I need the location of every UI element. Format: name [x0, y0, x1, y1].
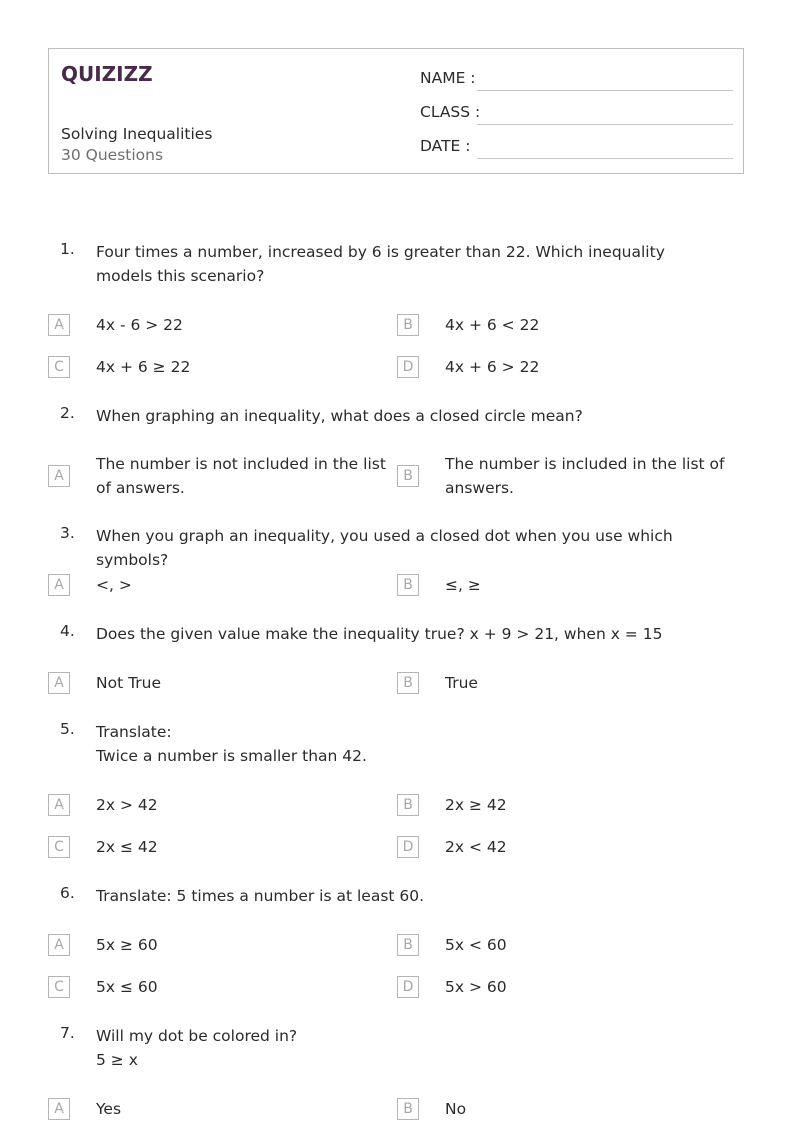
- option-a-text: 5x ≥ 60: [96, 936, 158, 954]
- option-d-box[interactable]: D: [397, 356, 419, 378]
- question-text-line-1: Will my dot be colored in?: [96, 1027, 298, 1045]
- option-c-text: 5x ≤ 60: [96, 978, 158, 996]
- question-text-line-1: Translate:: [96, 723, 172, 741]
- option-a-box[interactable]: A: [48, 1098, 70, 1120]
- question-text: Translate: 5 times a number is at least 60.: [96, 887, 425, 905]
- question-number: 6.: [60, 884, 75, 902]
- option-a-box[interactable]: A: [48, 465, 70, 487]
- question-number: 5.: [60, 720, 75, 738]
- option-c-text: 4x + 6 ≥ 22: [96, 358, 191, 376]
- option-a-box[interactable]: A: [48, 574, 70, 596]
- worksheet-title: Solving Inequalities: [61, 125, 213, 143]
- option-c-text: 2x ≤ 42: [96, 838, 158, 856]
- question-number: 3.: [60, 524, 75, 542]
- question-number: 2.: [60, 404, 75, 422]
- svg-text:QUIZIZZ: QUIZIZZ: [61, 62, 153, 86]
- option-a-text: Not True: [96, 674, 162, 692]
- option-c-box[interactable]: C: [48, 356, 70, 378]
- option-d-box[interactable]: D: [397, 836, 419, 858]
- option-a-text: <, >: [96, 576, 132, 594]
- option-d-text: 4x + 6 > 22: [445, 358, 540, 376]
- question-number: 4.: [60, 622, 75, 640]
- option-b-box[interactable]: B: [397, 672, 419, 694]
- option-a-text: 4x - 6 > 22: [96, 316, 183, 334]
- option-a-text: The number is not included in the list of answers.: [96, 455, 386, 497]
- question-text-line-2: 5 ≥ x: [96, 1051, 138, 1069]
- question-text: Four times a number, increased by 6 is greater than 22. Which inequality models this scenario?: [96, 243, 665, 285]
- option-b-text: True: [445, 674, 478, 692]
- option-b-text: 5x < 60: [445, 936, 507, 954]
- option-b-text: 4x + 6 < 22: [445, 316, 540, 334]
- date-line: [477, 158, 733, 159]
- option-d-text: 2x < 42: [445, 838, 507, 856]
- option-b-box[interactable]: B: [397, 574, 419, 596]
- option-b-box[interactable]: B: [397, 934, 419, 956]
- worksheet-header: [48, 48, 744, 174]
- question-text: Does the given value make the inequality true? x + 9 > 21, when x = 15: [96, 625, 663, 643]
- name-label: NAME :: [420, 69, 476, 87]
- class-line: [477, 124, 733, 125]
- option-b-box[interactable]: B: [397, 465, 419, 487]
- question-number: 7.: [60, 1024, 75, 1042]
- option-b-text: No: [445, 1100, 467, 1118]
- option-d-text: 5x > 60: [445, 978, 507, 996]
- option-b-text: 2x ≥ 42: [445, 796, 507, 814]
- option-b-box[interactable]: B: [397, 1098, 419, 1120]
- question-count: 30 Questions: [61, 146, 164, 164]
- option-c-box[interactable]: C: [48, 836, 70, 858]
- option-d-box[interactable]: D: [397, 976, 419, 998]
- option-b-box[interactable]: B: [397, 794, 419, 816]
- name-line: [477, 90, 733, 91]
- question-text-line-2: Twice a number is smaller than 42.: [96, 747, 367, 765]
- option-c-box[interactable]: C: [48, 976, 70, 998]
- option-b-box[interactable]: B: [397, 314, 419, 336]
- class-label: CLASS :: [420, 103, 481, 121]
- option-a-text: 2x > 42: [96, 796, 158, 814]
- question-text: When you graph an inequality, you used a closed dot when you use which symbols?: [96, 527, 673, 569]
- option-b-text: ≤, ≥: [445, 576, 481, 594]
- option-b-text: The number is included in the list of answers.: [445, 455, 725, 497]
- option-a-text: Yes: [96, 1100, 122, 1118]
- question-number: 1.: [60, 240, 75, 258]
- quizizz-logo: [61, 61, 153, 87]
- option-a-box[interactable]: A: [48, 672, 70, 694]
- option-a-box[interactable]: A: [48, 794, 70, 816]
- question-text: When graphing an inequality, what does a closed circle mean?: [96, 407, 583, 425]
- date-label: DATE :: [420, 137, 471, 155]
- option-a-box[interactable]: A: [48, 314, 70, 336]
- option-a-box[interactable]: A: [48, 934, 70, 956]
